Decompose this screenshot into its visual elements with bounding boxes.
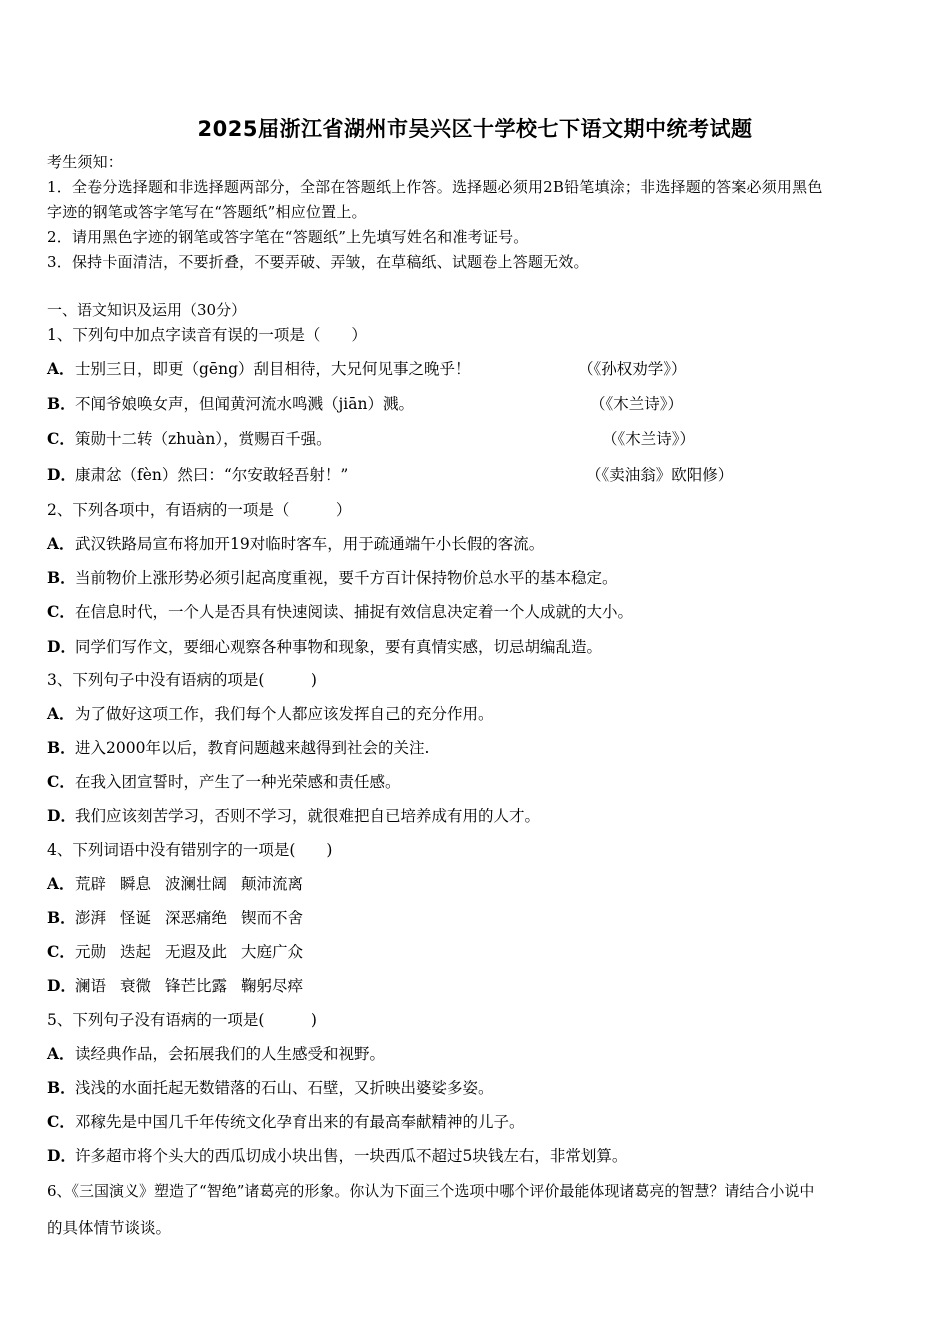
question-2-option-d (47, 637, 602, 657)
option-word: 大庭广众 (241, 943, 304, 961)
question-4-option-a (47, 874, 317, 894)
option-text: 读经典作品，会拓展我们的人生感受和视野。 (75, 1045, 386, 1063)
option-text: 许多超市将个头大的西瓜切成小块出售，一块西瓜不超过5块钱左右，非常划算。 (75, 1147, 628, 1165)
question-5-option-b (47, 1078, 494, 1098)
option-label: A． (47, 704, 75, 723)
question-1-option-a (47, 359, 471, 379)
question-3-option-b (47, 738, 429, 758)
option-label: D． (47, 976, 76, 995)
option-word: 锲而不舍 (241, 909, 304, 927)
option-label: D． (47, 1146, 76, 1165)
question-2-option-c (47, 602, 633, 622)
page-title: 2025届浙江省湖州市吴兴区十学校七下语文期中统考试题 (197, 117, 753, 141)
option-text: 在信息时代，一个人是否具有快速阅读、捕捉有效信息决定着一个人成就的大小。 (75, 603, 634, 621)
notice-heading: 考生须知： (47, 153, 124, 171)
option-label: C． (47, 429, 75, 448)
option-label: B． (47, 568, 76, 587)
notice-item-1-line-1: 1．全卷分选择题和非选择题两部分，全部在答题纸上作答。选择题必须用2B铅笔填涂；非选择题的答案必须用黑色 (47, 178, 823, 196)
option-label: C． (47, 1112, 75, 1131)
section-heading: 一、语文知识及运用（30分） (47, 301, 247, 319)
option-word: 澜语 (75, 977, 107, 995)
question-4-option-d (47, 976, 317, 996)
option-word: 波澜壮阔 (165, 875, 228, 893)
option-label: D． (47, 637, 76, 656)
question-5-option-c (47, 1112, 525, 1132)
option-label: B． (47, 738, 76, 757)
option-text: 在我入团宣誓时，产生了一种光荣感和责任感。 (75, 773, 401, 791)
option-text: 进入2000年以后，教育问题越来越得到社会的关注. (75, 739, 430, 757)
question-2-stem: 2、下列各项中，有语病的一项是（ ） (47, 501, 352, 519)
option-text: 士别三日，即更（gēng）刮目相待，大兄何见事之晚乎！ (75, 360, 471, 378)
question-6-line-1: 6、《三国演义》塑造了“智绝”诸葛亮的形象。你认为下面三个选项中哪个评价最能体现诸葛亮的智慧？请结合小说中 (47, 1182, 815, 1200)
option-label: B． (47, 394, 76, 413)
option-label: B． (47, 908, 76, 927)
option-label: C． (47, 772, 75, 791)
option-word: 迭起 (120, 943, 152, 961)
option-word: 荒辟 (75, 875, 107, 893)
option-label: C． (47, 942, 75, 961)
question-4-stem: 4、下列词语中没有错别字的一项是( ) (47, 841, 333, 859)
question-5-stem: 5、下列句子没有语病的一项是( ) (47, 1011, 317, 1029)
option-word: 元勋 (75, 943, 107, 961)
question-1-option-a-source: （《孙权劝学》） (578, 360, 687, 378)
question-5-option-a (47, 1044, 385, 1064)
option-label: D． (47, 465, 76, 484)
question-1-option-c-source: （《木兰诗》） (602, 430, 696, 448)
option-label: A． (47, 1044, 75, 1063)
question-3-option-a (47, 704, 494, 724)
option-label: A． (47, 874, 75, 893)
question-1-stem: 1、下列句中加点字读音有误的一项是（ ） (47, 326, 367, 344)
notice-item-3: 3．保持卡面清洁，不要折叠，不要弄破、弄皱，在草稿纸、试题卷上答题无效。 (47, 253, 589, 271)
question-1-option-d (47, 465, 348, 485)
option-word: 鞠躬尽瘁 (241, 977, 304, 995)
question-1-option-d-source: （《卖油翁》欧阳修） (586, 466, 734, 484)
question-3-option-c (47, 772, 401, 792)
option-text: 同学们写作文，要细心观察各种事物和现象，要有真情实感，切忌胡编乱造。 (75, 638, 603, 656)
option-text: 武汉铁路局宣布将加开19对临时客车，用于疏通端午小长假的客流。 (75, 535, 545, 553)
option-word: 颠沛流离 (241, 875, 304, 893)
question-1-option-c (47, 429, 332, 449)
option-word: 无遐及此 (165, 943, 228, 961)
option-label: B． (47, 1078, 76, 1097)
option-word: 瞬息 (120, 875, 152, 893)
question-4-option-c (47, 942, 317, 962)
option-word: 衰微 (120, 977, 152, 995)
option-text: 康肃忿（fèn）然曰：“尔安敢轻吾射！” (75, 466, 349, 484)
notice-item-1-line-2: 字迹的钢笔或答字笔写在“答题纸”相应位置上。 (47, 203, 367, 221)
question-1-option-b (47, 394, 414, 414)
option-text: 不闻爷娘唤女声，但闻黄河流水鸣溅（jiān）溅。 (75, 395, 414, 413)
option-text: 浅浅的水面托起无数错落的石山、石壁，又折映出婆娑多姿。 (75, 1079, 494, 1097)
question-2-option-a (47, 534, 544, 554)
question-3-option-d (47, 806, 540, 826)
option-word: 深恶痛绝 (165, 909, 228, 927)
option-label: D． (47, 806, 76, 825)
question-6-line-2: 的具体情节谈谈。 (47, 1219, 172, 1237)
option-text: 邓稼先是中国几千年传统文化孕育出来的有最高奉献精神的儿子。 (75, 1113, 525, 1131)
option-label: C． (47, 602, 75, 621)
option-text: 我们应该刻苦学习，否则不学习，就很难把自已培养成有用的人才。 (75, 807, 541, 825)
question-3-stem: 3、下列句子中没有语病的项是( ) (47, 671, 317, 689)
question-2-option-b (47, 568, 618, 588)
question-5-option-d (47, 1146, 627, 1166)
question-1-option-b-source: （《木兰诗》） (590, 395, 684, 413)
option-label: A． (47, 534, 75, 553)
option-label: A． (47, 359, 75, 378)
question-4-option-b (47, 908, 317, 928)
notice-item-2: 2．请用黑色字迹的钢笔或答字笔在“答题纸”上先填写姓名和准考证号。 (47, 228, 529, 246)
option-text: 策勋十二转（zhuàn），赏赐百千强。 (75, 430, 332, 448)
option-text: 为了做好这项工作，我们每个人都应该发挥自己的充分作用。 (75, 705, 494, 723)
option-word: 锋芒比露 (165, 977, 228, 995)
option-word: 怪诞 (120, 909, 152, 927)
option-word: 澎湃 (75, 909, 107, 927)
option-text: 当前物价上涨形势必须引起高度重视，要千方百计保持物价总水平的基本稳定。 (75, 569, 618, 587)
